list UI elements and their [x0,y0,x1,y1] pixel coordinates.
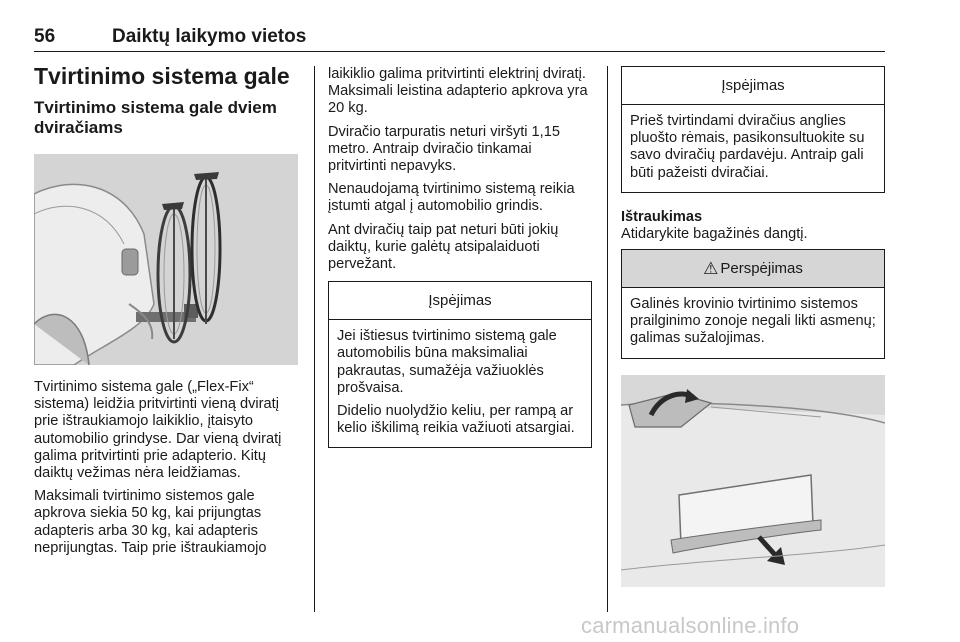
section-heading: Tvirtinimo sistema gale [34,63,290,89]
caution-box-2-body [622,105,884,192]
column-2 [328,66,592,448]
section-subheading: Tvirtinimo sistema gale dviem dviračiams [34,98,277,137]
warning-box-header [622,250,884,288]
column-divider-1 [314,66,315,612]
paragraph-3: laikiklio galima pritvirtinti elektrinį dviratį. Maksimali leistina adapterio apkrova yra 20 kg. [328,66,588,117]
warning-box-title: Perspėjimas [720,260,803,278]
caution-box-2-para-1: Prieš tvirtindami dviračius anglies pluošto rėmais, pasikonsultuokite su savo dviračių pardavėju. Antraip gali būti pažeisti dviračiai. [630,113,865,181]
watermark: carmanualsonline.info [581,613,800,638]
caution-box-1-body [329,320,591,447]
caution-box-1 [328,281,592,448]
paragraph-1: Tvirtinimo sistema gale („Flex-Fix“ sistema) leidžia pritvirtinti vieną dviratį prie ištraukiamojo laikiklio, įtaisyto automobilio grindyse. Dar vieną dviratį galima pritvirtinti prie adapterio. Kitų daiktų vežimas nėra leidžiamas. [34,379,282,482]
column-1 [34,62,302,563]
caution-box-1-title: Įspėjimas [329,282,591,320]
page-header [34,26,885,52]
caution-box-2-title: Įspėjimas [622,67,884,105]
instruction-text: Atidarykite bagažinės dangtį. [621,225,808,242]
page-number: 56 [34,26,56,47]
warning-triangle-icon: ⚠ [703,258,719,278]
paragraph-6: Ant dviračių taip pat neturi būti jokių daiktų, kurie galėtų atsipalaiduoti pervežant. [328,221,559,273]
caution-box-1-para-1: Jei ištiesus tvirtinimo sistemą gale automobilis būna maksimaliai pakrautas, sumažėja važiuoklės prošvaisa. [337,328,557,396]
warning-box-para: Galinės krovinio tvirtinimo sistemos prailginimo zonoje negali likti asmenų; galimas sužalojimas. [630,296,876,347]
trunk-release-illustration [621,375,885,587]
paragraph-5: Nenaudojamą tvirtinimo sistemą reikia įstumti atgal į automobilio grindis. [328,181,575,215]
column-divider-2 [607,66,608,612]
paragraph-2: Maksimali tvirtinimo sistemos gale apkrova siekia 50 kg, kai prijungtas adapteris arba 30 kg, kai adapteris neprijungtas. Taip prie ištraukiamojo [34,488,267,556]
chapter-title: Daiktų laikymo vietos [112,26,307,47]
warning-box [621,249,885,359]
caution-box-1-para-2: Didelio nuolydžio keliu, per rampą ar kelio iškilimą reikia važiuoti atsargiai. [337,403,575,437]
column-3 [621,66,885,587]
caution-box-2 [621,66,885,193]
paragraph-4: Dviračio tarpuratis neturi viršyti 1,15 metro. Antraip dviračio tinkamai pritvirtinti nepavyks. [328,123,560,175]
warning-box-body [622,288,884,358]
bike-carrier-illustration [34,154,298,365]
subsection-heading: Ištraukimas [621,208,703,225]
